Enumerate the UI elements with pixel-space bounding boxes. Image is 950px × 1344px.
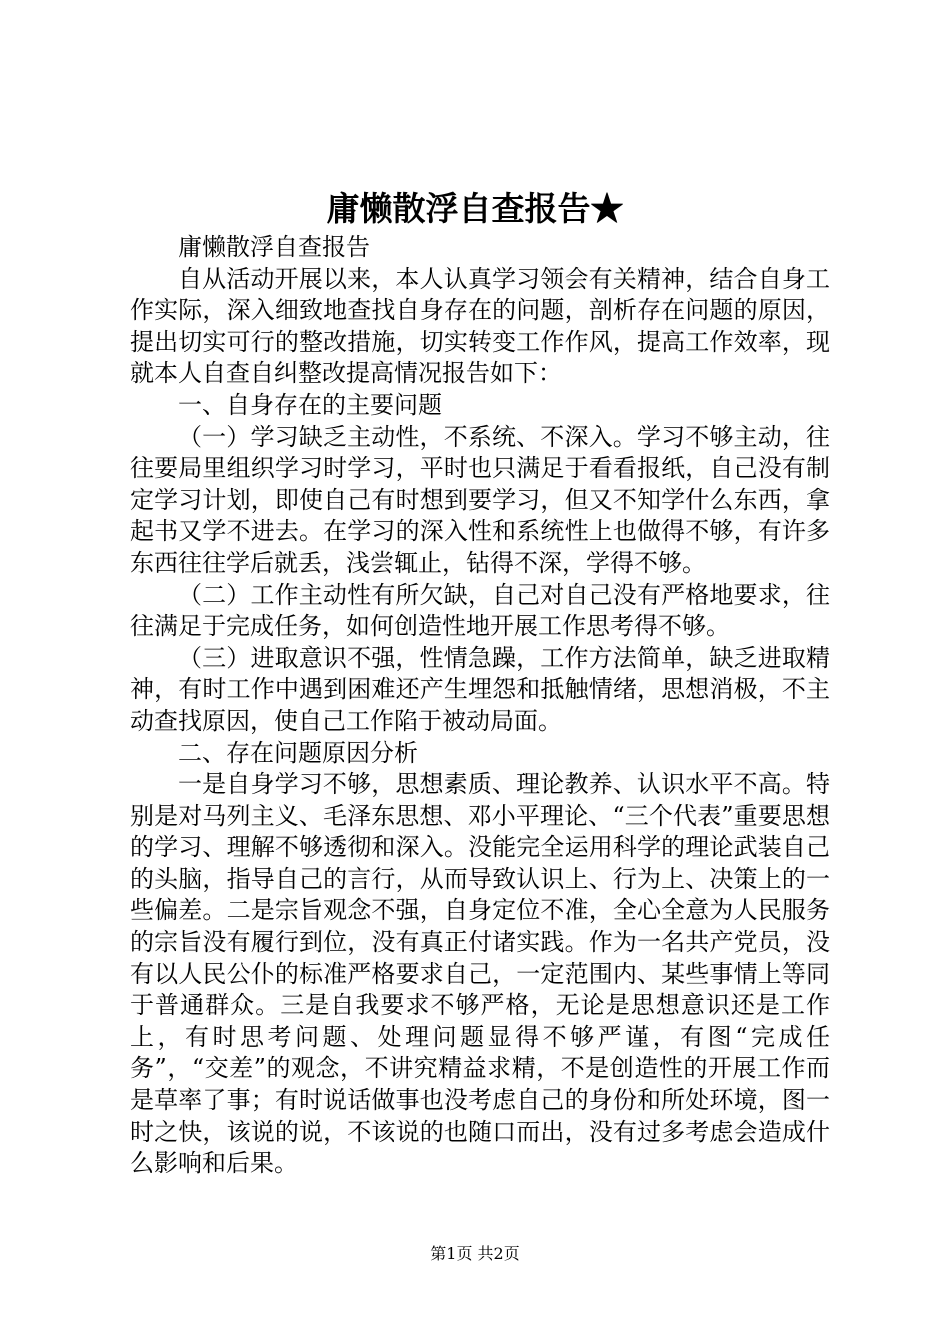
paragraph-item-1: （一）学习缺乏主动性，不系统、不深入。学习不够主动，往往要局里组织学习时学习，平时也只满足于看看报纸，自己没有制定学习计划，即使自己有时想到要学习，但又不知学什么东西，拿起书又学不进去。在学习的深入性和系统性上也做得不够，有许多东西往往学后就丢，浅尝辄止，钻得不深，学得不够。 [130, 422, 830, 577]
page-number-footer: 第1页 共2页 [430, 1244, 520, 1263]
paragraph-subtitle: 庸懒散浮自查报告 [178, 233, 370, 261]
section-heading-1: 一、自身存在的主要问题 [178, 390, 442, 419]
section-heading-2: 二、存在问题原因分析 [178, 738, 418, 767]
paragraph-item-2: （二）工作主动性有所欠缺，自己对自己没有严格地要求，往往满足于完成任务，如何创造性地开展工作思考得不够。 [130, 580, 830, 641]
document-body [130, 232, 830, 1180]
paragraph-item-3: （三）进取意识不强，性情急躁，工作方法简单，缺乏进取精神，有时工作中遇到困难还产生埋怨和抵触情绪，思想消极，不主动查找原因，使自己工作陷于被动局面。 [130, 643, 830, 735]
paragraph-intro: 自从活动开展以来，本人认真学习领会有关精神，结合自身工作实际，深入细致地查找自身存在的问题，剖析存在问题的原因，提出切实可行的整改措施，切实转变工作作风，提高工作效率，现就本人自查自纠整改提高情况报告如下： [130, 264, 830, 388]
paragraph-analysis: 一是自身学习不够，思想素质、理论教养、认识水平不高。特别是对马列主义、毛泽东思想、邓小平理论、“三个代表”重要思想的学习、理解不够透彻和深入。没能完全运用科学的理论武装自己的头脑，指导自己的言行，从而导致认识上、行为上、决策上的一些偏差。二是宗旨观念不强，自身定位不准，全心全意为人民服务的宗旨没有履行到位，没有真正付诸实践。作为一名共产党员，没有以人民公仆的标准严格要求自己，一定范围内、某些事情上等同于普通群众。三是自我要求不够严格，无论是思想意识还是工作上，有时思考问题、处理问题显得不够严谨，有图“完成任务”，“交差”的观念，不讲究精益求精，不是创造性的开展工作而是草率了事；有时说话做事也没考虑自己的身份和所处环境，图一时之快，该说的说，不该说的也随口而出，没有过多考虑会造成什么影响和后果。 [130, 770, 830, 1178]
document-title: 庸懒散浮自查报告★ [326, 189, 624, 228]
